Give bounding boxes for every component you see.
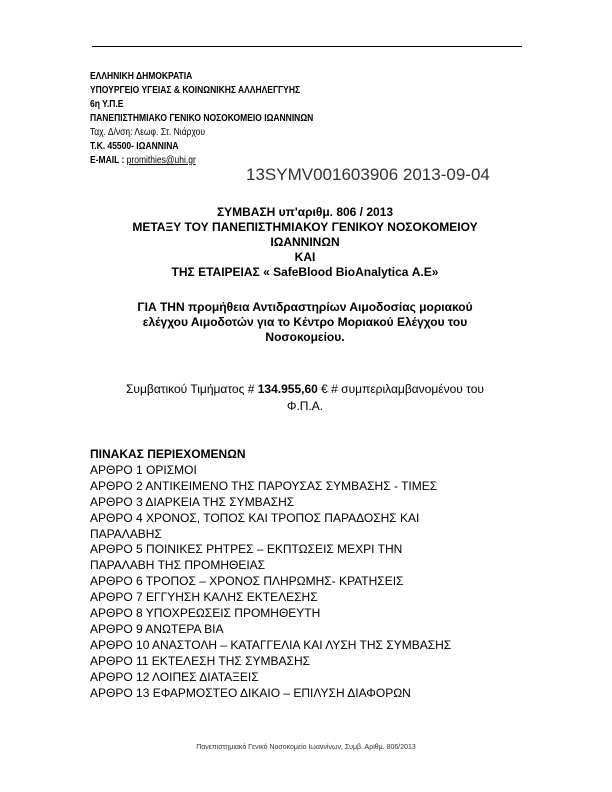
title-party-1-city: ΙΩΑΝΝΙΝΩΝ xyxy=(270,235,340,249)
price-suffix: € # συμπεριλαμβανομένου του xyxy=(321,382,484,396)
contract-title xyxy=(80,205,530,280)
contract-number: ΣΥΜΒΑΣΗ υπ'αριθμ. 806 / 2013 xyxy=(216,205,394,219)
header-country: ΕΛΛΗΝΙΚΗ ΔΗΜΟΚΡΑΤΙΑ xyxy=(90,71,193,82)
email-label: E-MAIL : xyxy=(90,155,125,166)
price-line-1 xyxy=(80,381,530,398)
toc-item: ΑΡΘΡΟ 4 ΧΡΟΝΟΣ, ΤΟΠΟΣ ΚΑΙ ΤΡΟΠΟΣ ΠΑΡΑΔΟΣΗΣ ΚΑΙ xyxy=(90,510,420,525)
email-link[interactable]: promithies@uhi.gr xyxy=(126,155,196,166)
header-postal: Τ.Κ. 45500- ΙΩΑΝΝΙΝΑ xyxy=(90,141,179,152)
toc-item: ΑΡΘΡΟ 8 ΥΠΟΧΡΕΩΣΕΙΣ ΠΡΟΜΗΘΕΥΤΗ xyxy=(90,606,321,621)
title-party-1: ΜΕΤΑΞΥ ΤΟΥ ΠΑΝΕΠΙΣΤΗΜΙΑΚΟΥ ΓΕΝΙΚΟΥ ΝΟΣΟΚΟΜΕΙΟΥ xyxy=(132,220,478,234)
header-address: Ταχ. Δ/νση: Λεωφ. Στ. Νιάρχου xyxy=(90,127,206,138)
price-amount: 134.955,60 xyxy=(257,382,318,396)
toc-item: ΑΡΘΡΟ 5 ΠΟΙΝΙΚΕΣ ΡΗΤΡΕΣ – ΕΚΠΤΩΣΕΙΣ ΜΕΧΡΙ ΤΗΝ xyxy=(90,542,403,557)
toc-item: ΑΡΘΡΟ 2 ΑΝΤΙΚΕΙΜΕΝΟ ΤΗΣ ΠΑΡΟΥΣΑΣ ΣΥΜΒΑΣΗΣ - ΤΙΜΕΣ xyxy=(90,478,438,493)
page-footer: Πανεπιστημιακό Γενικό Νοσοκομείο Ιωαννίνων, Συμβ. Αριθμ. 806/2013 xyxy=(196,744,416,751)
toc-item: ΠΑΡΑΛΑΒΗ ΤΗΣ ΠΡΟΜΗΘΕΙΑΣ xyxy=(90,558,266,573)
table-of-contents xyxy=(90,447,451,702)
header-region: 6η Υ.Π.Ε xyxy=(90,99,124,110)
title-conjunction: ΚΑΙ xyxy=(294,250,316,264)
toc-title: ΠΙΝΑΚΑΣ ΠΕΡΙΕΧΟΜΕΝΩΝ xyxy=(90,447,246,461)
issuer-header xyxy=(90,70,313,168)
contract-price xyxy=(80,381,530,415)
header-ministry: ΥΠΟΥΡΓΕΙΟ ΥΓΕΙΑΣ & ΚΟΙΝΩΝΙΚΗΣ ΑΛΛΗΛΕΓΓΥΗΣ xyxy=(90,85,301,96)
toc-item: ΑΡΘΡΟ 3 ΔΙΑΡΚΕΙΑ ΤΗΣ ΣΥΜΒΑΣΗΣ xyxy=(90,494,295,509)
price-prefix: Συμβατικού Τιμήματος # xyxy=(126,382,255,396)
toc-item: ΑΡΘΡΟ 11 ΕΚΤΕΛΕΣΗ ΤΗΣ ΣΥΜΒΑΣΗΣ xyxy=(90,653,311,668)
toc-item: ΑΡΘΡΟ 12 ΛΟΙΠΕΣ ΔΙΑΤΑΞΕΙΣ xyxy=(90,669,259,684)
toc-item: ΠΑΡΑΛΑΒΗΣ xyxy=(90,526,162,541)
subject-line-3: Νοσοκομείου. xyxy=(265,330,345,344)
toc-item: ΑΡΘΡΟ 9 ΑΝΩΤΕΡΑ ΒΙΑ xyxy=(90,621,224,636)
price-line-2: Φ.Π.Α. xyxy=(286,399,324,413)
subject-line-2: ελέγχου Αιμοδοτών για το Κέντρο Μοριακού Ελέγχου του xyxy=(142,315,468,329)
toc-item: ΑΡΘΡΟ 7 ΕΓΓΥΗΣΗ ΚΑΛΗΣ ΕΚΤΕΛΕΣΗΣ xyxy=(90,590,318,605)
toc-item: ΑΡΘΡΟ 10 ΑΝΑΣΤΟΛΗ – ΚΑΤΑΓΓΕΛΙΑ ΚΑΙ ΛΥΣΗ ΤΗΣ ΣΥΜΒΑΣΗΣ xyxy=(90,637,452,652)
toc-item: ΑΡΘΡΟ 1 ΟΡΙΣΜΟΙ xyxy=(90,462,197,477)
top-rule xyxy=(92,46,522,47)
document-id-stamp: 13SYMV001603906 2013-09-04 xyxy=(246,165,490,184)
title-party-2: ΤΗΣ ΕΤΑΙΡΕΙΑΣ « SafeBlood BioAnalytica Α.Ε» xyxy=(171,265,439,279)
subject-line-1: ΓΙΑ ΤΗΝ προμήθεια Αντιδραστηρίων Αιμοδοσίας μοριακού xyxy=(137,300,473,314)
toc-item: ΑΡΘΡΟ 6 ΤΡΟΠΟΣ – ΧΡΟΝΟΣ ΠΛΗΡΩΜΗΣ- ΚΡΑΤΗΣΕΙΣ xyxy=(90,574,404,589)
header-hospital: ΠΑΝΕΠΙΣΤΗΜΙΑΚΟ ΓΕΝΙΚΟ ΝΟΣΟΚΟΜΕΙΟ ΙΩΑΝΝΙΝΩΝ xyxy=(90,113,314,124)
toc-item: ΑΡΘΡΟ 13 ΕΦΑΡΜΟΣΤΕΟ ΔΙΚΑΙΟ – ΕΠΙΛΥΣΗ ΔΙΑΦΟΡΩΝ xyxy=(90,685,411,700)
contract-subject xyxy=(80,300,530,345)
